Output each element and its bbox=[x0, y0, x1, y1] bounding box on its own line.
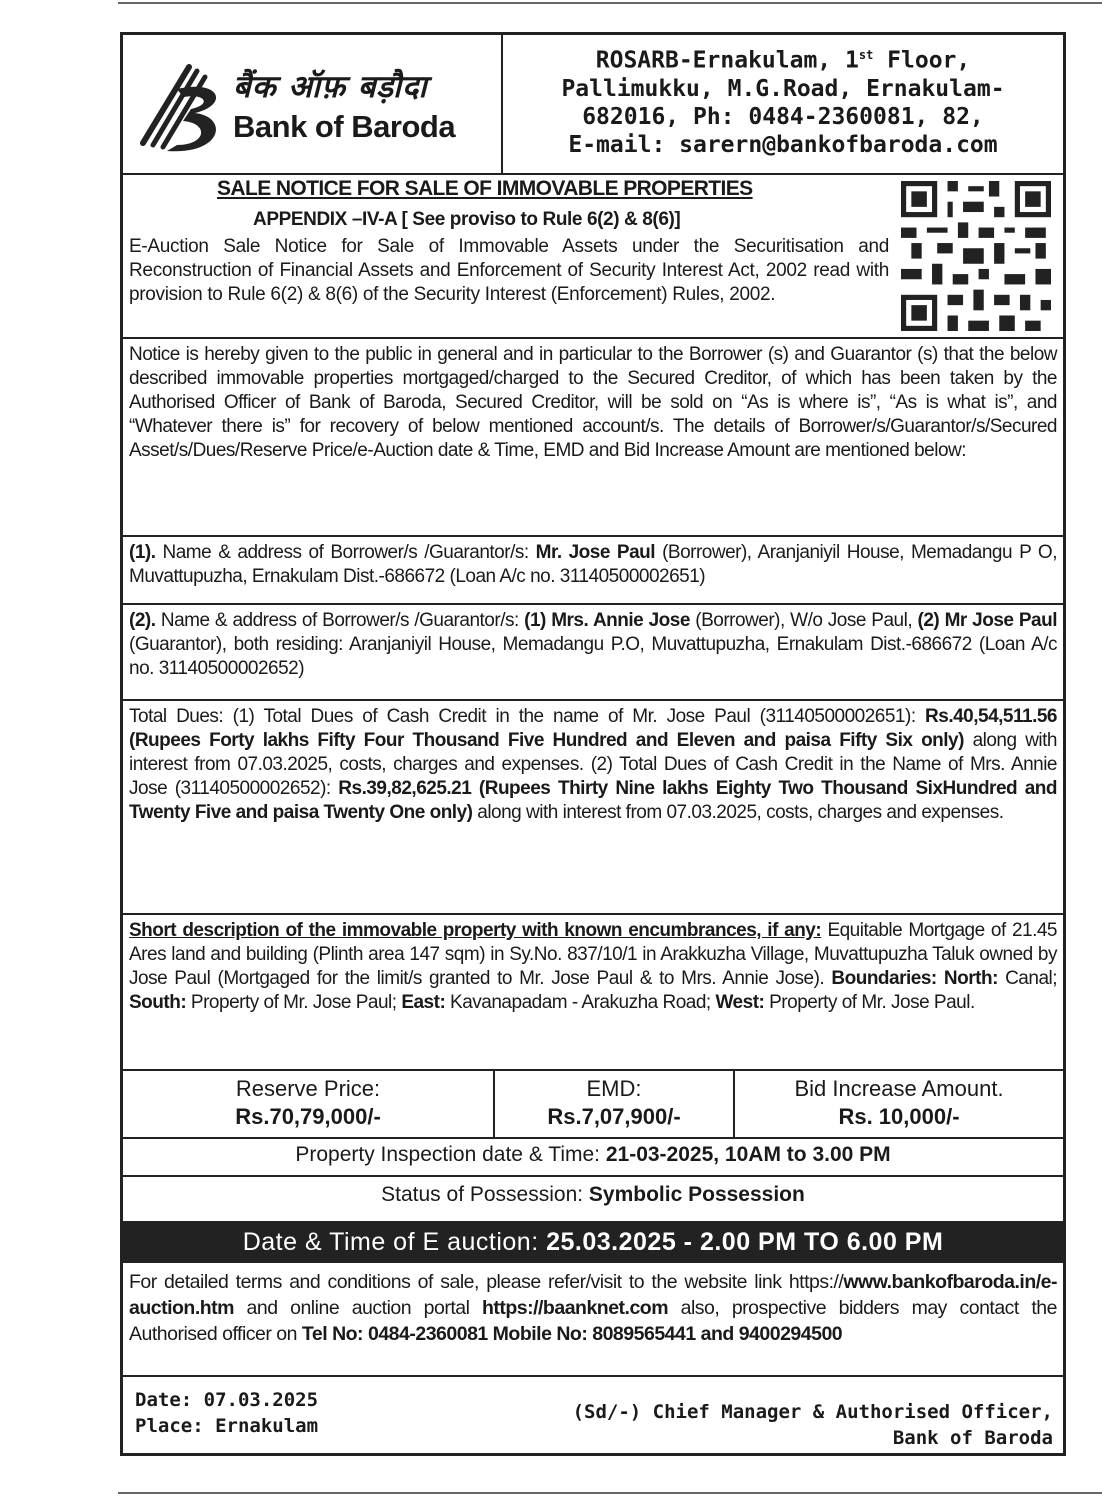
address-line-4: E-mail: sarern@bankofbaroda.com bbox=[568, 131, 998, 158]
reserve-price-value: Rs.70,79,000/- bbox=[235, 1104, 381, 1129]
emd-cell: EMD: Rs.7,07,900/- bbox=[495, 1071, 735, 1137]
website-link[interactable]: www.bankofbaroda.in/e-auction.htm bbox=[129, 1271, 1057, 1319]
dues-amount-2: Rs.39,82,625.21 (Rupees Thirty Nine lakhs Eighty Two Thousand SixHundred and Twenty Five and paisa Twenty One only) bbox=[129, 778, 1057, 823]
contact-numbers: Tel No: 0484-2360081 Mobile No: 8089565441 and 9400294500 bbox=[301, 1323, 843, 1345]
address-line-1: ROSARB-Ernakulam, 1st Floor, bbox=[595, 47, 971, 74]
property-heading: Short description of the immovable property with known encumbrances, if any: bbox=[129, 920, 822, 941]
auction-date-bar: Date & Time of E auction: 25.03.2025 - 2.00 PM TO 6.00 PM bbox=[123, 1221, 1063, 1263]
price-table bbox=[123, 1071, 1063, 1137]
terms-paragraph: For detailed terms and conditions of sale, please refer/visit to the website link https://www.bankofbaroda.in/e-auction.htm and online auction portal https://baanknet.com also, prospective bidders may contact the Authorised officer on Tel No: 0484-2360081 Mobile No: 8089565441 and 9400294500 bbox=[129, 1271, 1057, 1345]
possession-value: Symbolic Possession bbox=[588, 1183, 805, 1206]
borrower-1-number: (1). bbox=[129, 542, 156, 563]
borrower-1: (1). Name & address of Borrower/s /Guarantor/s: Mr. Jose Paul (Borrower), Aranjaniyil House, Memadangu P O, Muvattupuzha, Ernakulam Dist.-686672 (Loan A/c no. 31140500002651) bbox=[129, 542, 1057, 587]
bid-increase-value: Rs. 10,000/- bbox=[838, 1104, 960, 1129]
guarantor-name: (2) Mr Jose Paul bbox=[917, 610, 1057, 631]
logo-hindi-text: बैंक ऑफ़ बड़ौदा bbox=[233, 69, 428, 105]
address-line-3: 682016, Ph: 0484-2360081, 82, bbox=[582, 103, 984, 130]
borrower-1-name: Mr. Jose Paul bbox=[535, 542, 656, 563]
total-dues: Total Dues: (1) Total Dues of Cash Credit in the name of Mr. Jose Paul (31140500002651): Rs.40,54,511.56 (Rupees Forty lakhs Fifty Four Thousand Five Hundred and Eleven and paisa Fifty Six only) along with interest from 07.03.2025, costs, charges and expenses. (2) Total Dues of Cash Credit in the Name of Mrs. Annie Jose (31140500002652): Rs.39,82,625.21 (Rupees Thirty Nine lakhs Eighty Two Thousand SixHundred and Twenty Five and paisa Twenty One only) along with interest from 07.03.2025, costs, charges and expenses. bbox=[129, 706, 1057, 823]
footer-signature bbox=[573, 1399, 1053, 1451]
inspection-line: Property Inspection date & Time: 21-03-2025, 10AM to 3.00 PM bbox=[295, 1143, 891, 1166]
borrower-2-number: (2). bbox=[129, 610, 156, 631]
emd-value: Rs.7,07,900/- bbox=[547, 1104, 681, 1129]
footer-date-place bbox=[135, 1387, 318, 1439]
address-superscript: st bbox=[858, 48, 874, 62]
title-block bbox=[123, 175, 1063, 335]
divider bbox=[123, 1375, 1063, 1377]
notice-title: SALE NOTICE FOR SALE OF IMMOVABLE PROPERTIES bbox=[217, 177, 753, 200]
notice-text: Notice is hereby given to the public in general and in particular to the Borrower (s) and Guarantor (s) that the below described immovable properties mortgaged/charged to the Secured Creditor, of which has been taken by the Authorised Officer of Bank of Baroda, Secured Creditor, will be sold on “As is where is”, “As is what is”, and “Whatever there is” for recovery of below mentioned account/s. The details of Borrower/s/Guarantor/s/Secured Asset/s/Dues/Reserve Price/e-Auction date & Time, EMD and Bid Increase Amount are mentioned below: bbox=[129, 344, 1057, 461]
divider bbox=[123, 1175, 1063, 1177]
portal-link[interactable]: https://baanknet.com bbox=[481, 1297, 669, 1319]
notice-paragraph bbox=[123, 339, 1063, 467]
reserve-price-cell: Reserve Price: Rs.70,79,000/- bbox=[123, 1071, 495, 1137]
auction-date-value: 25.03.2025 - 2.00 PM TO 6.00 PM bbox=[546, 1228, 944, 1256]
possession-line: Status of Possession: Symbolic Possession bbox=[381, 1183, 805, 1206]
borrower-2-name: (1) Mrs. Annie Jose bbox=[524, 610, 690, 631]
qr-code-icon bbox=[897, 181, 1055, 331]
bank-of-baroda-logo-icon bbox=[137, 59, 229, 159]
appendix-line: APPENDIX –IV-A [ See proviso to Rule 6(2) & 8(6)] bbox=[253, 209, 681, 230]
bid-increase-cell: Bid Increase Amount. Rs. 10,000/- bbox=[735, 1071, 1063, 1137]
intro-text: E-Auction Sale Notice for Sale of Immovable Assets under the Securitisation and Reconstruction of Financial Assets and Enforcement of Security Interest Act, 2002 read with provision to Rule 6(2) & 8(6) of the Security Interest (Enforcement) Rules, 2002. bbox=[129, 236, 889, 305]
signatory-title: (Sd/-) Chief Manager & Authorised Officer, bbox=[572, 1401, 1053, 1423]
notice-date: Date: 07.03.2025 bbox=[135, 1389, 319, 1411]
bank-logo-block bbox=[123, 35, 503, 173]
notice-place: Place: Ernakulam bbox=[135, 1415, 319, 1437]
dues-amount-1: Rs.40,54,511.56 (Rupees Forty lakhs Fifty Four Thousand Five Hundred and Eleven and paisa Fifty Six only) bbox=[129, 706, 1057, 751]
address-line-2: Pallimukku, M.G.Road, Ernakulam- bbox=[561, 75, 1005, 102]
sale-notice bbox=[120, 32, 1066, 1456]
borrower-2: (2). Name & address of Borrower/s /Guarantor/s: (1) Mrs. Annie Jose (Borrower), W/o Jose Paul, (2) Mr Jose Paul (Guarantor), both residing: Aranjaniyil House, Memadangu P.O, Muvattupuzha, Ernakulam Dist.-686672 (Loan A/c no. 31140500002652) bbox=[129, 610, 1057, 679]
top-rule bbox=[118, 2, 1102, 4]
divider bbox=[123, 1137, 1063, 1139]
logo-english-text: Bank of Baroda bbox=[233, 109, 456, 144]
branch-address bbox=[503, 35, 1063, 173]
property-description: Short description of the immovable property with known encumbrances, if any: Equitable Mortgage of 21.45 Ares land and building (Plinth area 147 sqm) in Sy.No. 837/10/1 in Arakkuzha Village, Muvattupuzha Taluk owned by Jose Paul (Mortgaged for the limit/s granted to Mr. Jose Paul & to Mrs. Annie Jose). Boundaries: North: Canal; South: Property of Mr. Jose Paul; East: Kavanapadam - Arakuzha Road; West: Property of Mr. Jose Paul. bbox=[129, 920, 1058, 1013]
signatory-bank: Bank of Baroda bbox=[892, 1427, 1053, 1449]
inspection-value: 21-03-2025, 10AM to 3.00 PM bbox=[605, 1143, 891, 1166]
bottom-rule bbox=[118, 1492, 1102, 1494]
